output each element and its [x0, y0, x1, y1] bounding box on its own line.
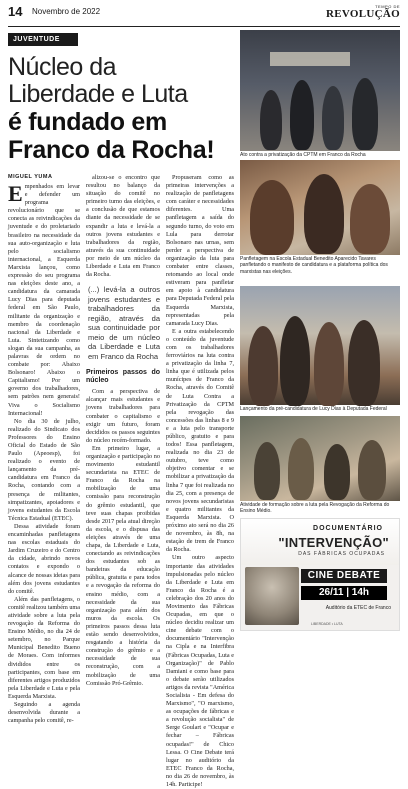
page-number: 14: [8, 4, 23, 19]
banner: [270, 52, 350, 66]
poster-cine-debate: CINE DEBATE: [301, 569, 387, 583]
poster-subtitle: DAS FÁBRICAS OCUPADAS: [298, 551, 385, 557]
poster-title: "INTERVENÇÃO": [278, 535, 389, 550]
person-silhouette: [290, 80, 314, 150]
logo-small-text: TEMPO DE: [375, 4, 400, 9]
paragraph: Dessa atividade foram encaminhadas panfletagens nas escolas estaduais do Jardim Cruzeiro e do Centro da cidade, abrindo novos contatos e expondo o alcance de nossas ideias para além dos jovens estudantes do comitê.: [8, 522, 80, 595]
training-activity-photo: [240, 416, 400, 501]
pull-quote: (...) levá-la a outros jovens estudantes e trabalhadores da região, através da sua continuidade por meio de um núcleo da Liberdade e Luta em Franco da Rocha: [88, 285, 160, 361]
photo-caption: Lançamento da pré-candidatura de Lucy Dias à Deputada Federal: [240, 406, 387, 412]
article-headline: [8, 54, 236, 164]
poster-footer: LIBERDADE • LUTA: [311, 622, 343, 626]
headline-line-2: Liberdade e Luta: [8, 80, 188, 108]
headline-line-1: Núcleo da: [8, 53, 117, 81]
section-tag: JUVENTUDE: [8, 33, 78, 46]
paragraph: E a outra estabelecendo o conteúdo da juventude com os trabalhadores ferroviários na luta contra a privatização da linha 7, linha que é utilizada pelos munícipes de Franco da Rocha, através do Comitê de Luta Contra a Privatização da CPTM pela revogação das concessões das linhas 8 e 9 e a luta pelo transporte público, gratuito e para todos! Essa panfletagem, realizada no dia 23 de outubro, teve como objetivo comentar e se mobilizar a privatização da linha 7 que foi realizada no dia 25, com a presença de novos jovens secundaristas e quatro militantes da Esquerda Marxista. O próximo ato será no dia 26 de novembro, às 8h, na estação de trem de Franco da Rocha.: [166, 327, 234, 554]
header-rule: [8, 26, 400, 27]
person-silhouette: [288, 438, 314, 500]
protest-photo: [240, 30, 400, 151]
poster-date: 26/11 | 14h: [301, 586, 387, 600]
headline-line-3: é fundado em: [8, 108, 167, 136]
person-silhouette: [260, 90, 282, 150]
photo-caption: Ato contra a privatização da CPTM em Franco da Rocha: [240, 152, 366, 158]
cine-debate-poster: [240, 518, 400, 631]
person-silhouette: [280, 316, 310, 406]
newspaper-logo: [326, 4, 400, 20]
person-silhouette: [248, 326, 278, 406]
launch-event-photo: [240, 286, 400, 405]
person-silhouette: [304, 174, 344, 254]
paragraph-text: mpenhados em levar e defender um programa revolucionário que se conecta as reivindicações da juventude e do proletariado brasileiro na necessidade da sua auto-organização e luta pelo socialismo internacional, a Esquerda Marxista lançou, como expressão do seu programa nas eleições deste ano, a candidatura da camarada Lucy Dias para deputada federal em São Paulo, militante da organização e membro da coordenação nacional da Liberdade e Luta. Sintetizando como slogan da sua campanha, as palavras de ordem no combate por: Abaixo Bolsonaro! Abaixo o Capitalismo! Por um governo dos trabalhadores, sem patrões nem generais! Viva o Socialismo Internacional!: [8, 183, 80, 417]
paragraph: Em primeiro lugar, a organização e participação no movimento estudantil secundarista na ETEC de Franco da Rocha na mobilização de uma comissão para reconstrução do grêmio estudantil, que teve suas chapas proibidas desde 2017 pela atual direção da escola, e o dispusa das eleições através de uma chapa, da Liberdade e Luta, conectando as reivindicações dos estudantes sob as bandeiras da educação pública, gratuita e para todos e a revogação da reforma do ensino médio, com a necessidade da sua organização para além dos muros da escola. Os primeiros passos dessa luta estão sendo desenvolvidos, resgatando a história da construção do grêmio e a necessidade de sua reconstrução, com a mobilização de uma Comissão Pró-Grêmio.: [86, 444, 160, 687]
photo-caption: Panfletagem na Escola Estadual Benedito Aparecido Tavares panfletando o manifesto de candidatura e a plataforma política dos marxistas nas eleições.: [240, 256, 388, 275]
paragraph: Seguindo a agenda desenvolvida durante a campanha pelo comitê, re-: [8, 701, 80, 725]
person-silhouette: [250, 180, 294, 255]
person-silhouette: [350, 184, 390, 254]
person-silhouette: [352, 78, 378, 150]
paragraph: Um outro aspecto importante das atividades impulsionadas pelo núcleo da Liberdade e Luta em Franco da Rocha é a celebração dos 20 anos do Movimento das Fábricas Ocupadas, em que o núcleo decidiu realizar um cine debate com o documentário "Intervenção na Cipla e na Interfibra (Fábricas Ocupadas, Luta e Organização)" de Pablo Damiani e como base para o debate serão utilizados artigos da revista "América Socialista - Em defesa do Marxismo", "O marxismo, as ocupações de fábricas e a revolução socialista" de Serge Goulart e "Ocupar e fechar – Fábricas ocupadas!" de Chico Lessa. O Cine Debate terá lugar no auditório da ETEC Franco da Rocha, no dia 26 de novembro, às 14h. Participe!: [166, 554, 234, 789]
leafleting-photo: [240, 160, 400, 255]
headline-line-4: Franco da Rocha!: [8, 136, 215, 164]
poster-venue: Auditório da ETEC de Franco: [325, 605, 391, 611]
article-column-1: [8, 183, 80, 725]
issue-date: Novembro de 2022: [32, 7, 101, 16]
person-silhouette: [254, 442, 280, 500]
paragraph: alizou-se o encontro que resultou no balanço da situação do comitê no primeiro turno das eleições, e a conclusão de que estamos diante da necessidade de se expandir a luta e levá-la a outros jovens estudantes e trabalhadores da região, através da sua continuidade por meio de um núcleo da Liberdade e Luta em Franco da Rocha.: [86, 174, 160, 279]
logo-big-text: REVOLUÇÃO: [326, 8, 400, 20]
photo-caption: Atividade de formação sobre a luta pela Revogação da Reforma do Ensino Médio.: [240, 502, 390, 515]
person-silhouette: [314, 322, 344, 406]
paragraph: Propuseram como as primeiras intervenções a realização de panfletagens com caráter e necessidades diferentes. Uma panfletagem a saída do segundo turno, do voto em Lula para derrotar Bolsonaro nas urnas, sem perder a perspectiva de organização da luta para combater entre classes, retomando ao local onde estiveram para panfletar em apoio à candidatura para Deputada Federal pela Esquerda Marxista, representadas pela camarada Lucy Dias.: [166, 174, 234, 327]
person-silhouette: [358, 440, 386, 500]
poster-artwork: [245, 567, 299, 625]
paragraph: Além das panfletagens, o comitê realizou também uma atividade sobre a luta pela revogação da Reforma do Ensino Médio, no dia 24 de setembro, no Parque Municipal Benedito Bueno de Moraes. Com informes divididos entre os participantes, com base em diferentes artigos produzidos pela Liberdade e Luta e pela Esquerda Marxista.: [8, 595, 80, 700]
paragraph: Com a perspectiva de alcançar mais estudantes e jovens trabalhadores para combater o capitalismo e exigir um futuro, foram decididos os passos seguintes do núcleo recém-formado.: [86, 388, 160, 444]
person-silhouette: [322, 86, 344, 150]
article-column-3: [166, 174, 234, 789]
page-header: [8, 4, 400, 24]
paragraph: No dia 30 de julho, realizado do Sindicato dos Professores do Ensino Oficial do Estado de São Paulo (Apeoesp), foi realizado o evento de lançamento da pré-candidatura em Franco da Rocha, contando com a presença de militantes, simpatizantes, apoiadores e jovens estudantes da Escola Técnica Estadual (ETEC).: [8, 417, 80, 522]
drop-cap: E: [8, 181, 23, 206]
person-silhouette: [324, 444, 350, 500]
article-column-2: [86, 174, 160, 688]
paragraph: [8, 183, 80, 418]
byline: MIGUEL YUMA: [8, 174, 53, 180]
poster-kicker: DOCUMENTÁRIO: [313, 525, 383, 532]
person-silhouette: [348, 320, 380, 406]
subheading: Primeiros passos do núcleo: [86, 369, 160, 385]
